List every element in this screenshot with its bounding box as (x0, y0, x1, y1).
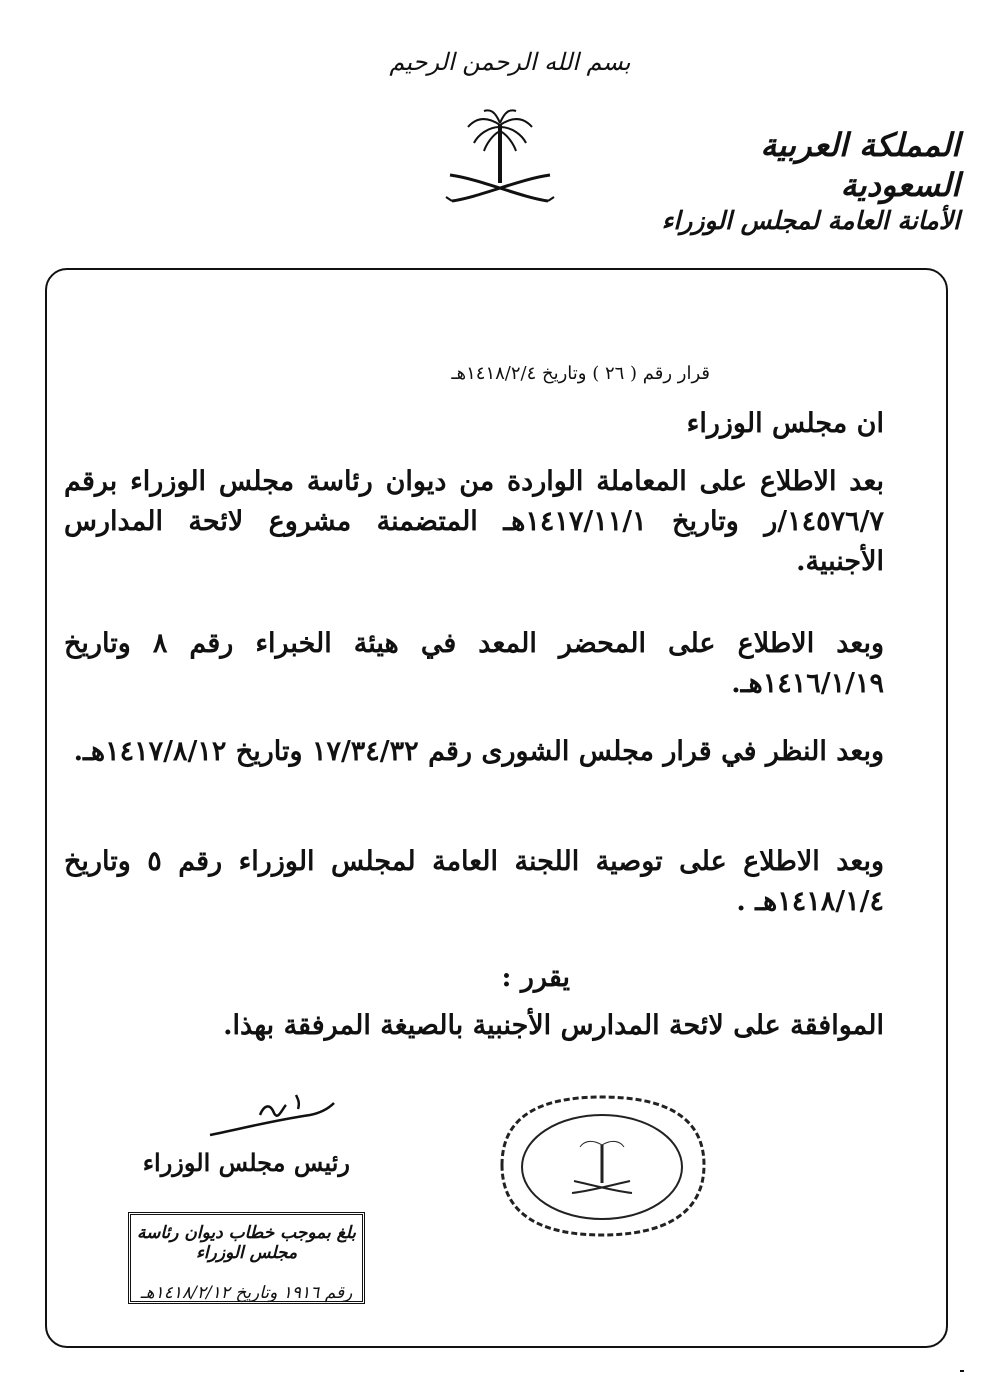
decision-number: قرار رقم ( ٢٦ ) وتاريخ ١٤١٨/٢/٤هـ (451, 363, 710, 384)
org-line1: المملكة العربية السعودية (760, 126, 960, 204)
basmala: بسم الله الرحمن الرحيم (389, 48, 631, 76)
saudi-emblem-icon (440, 105, 560, 215)
paragraph-1: بعد الاطلاع على المعاملة الواردة من ديوان رئاسة مجلس الوزراء برقم ١٤٥٧٦/٧/ر وتاريخ ١٤١٧/١١/١هـ المتضمنة مشروع لائحة المدارس الأجنبية. (64, 466, 884, 577)
org-line2: الأمانة العامة لمجلس الوزراء (661, 206, 960, 235)
paragraph-3: وبعد النظر في قرار مجلس الشورى رقم ١٧/٣٤/٣٢ وتاريخ ١٤١٧/٨/١٢هـ. (73, 736, 884, 767)
signer-title: رئيس مجلس الوزراء (142, 1148, 350, 1177)
approval-text: الموافقة على لائحة المدارس الأجنبية بالصيغة المرفقة بهذا. (223, 1010, 884, 1041)
paragraph-4: وبعد الاطلاع على توصية اللجنة العامة لمجلس الوزراء رقم ٥ وتاريخ ١٤١٨/١/٤هـ . (64, 846, 884, 917)
stamp-line2: رقم ١٩١٦ وتاريخ ١٤١٨/٢/١٢هـ (140, 1283, 353, 1303)
official-seal-icon (482, 1085, 722, 1245)
scan-speck (960, 1370, 964, 1372)
stamp-line1: بلغ بموجب خطاب ديوان رئاسة مجلس الوزراء (136, 1223, 357, 1263)
opening-line: ان مجلس الوزراء (686, 408, 884, 439)
notification-stamp (128, 1212, 365, 1304)
paragraph-2: وبعد الاطلاع على المحضر المعد في هيئة الخبراء رقم ٨ وتاريخ ١٤١٦/١/١٩هـ. (64, 628, 884, 699)
signature-mark-icon (200, 1085, 350, 1145)
header-organization (640, 125, 960, 237)
decides-heading: يقرر : (501, 962, 570, 993)
